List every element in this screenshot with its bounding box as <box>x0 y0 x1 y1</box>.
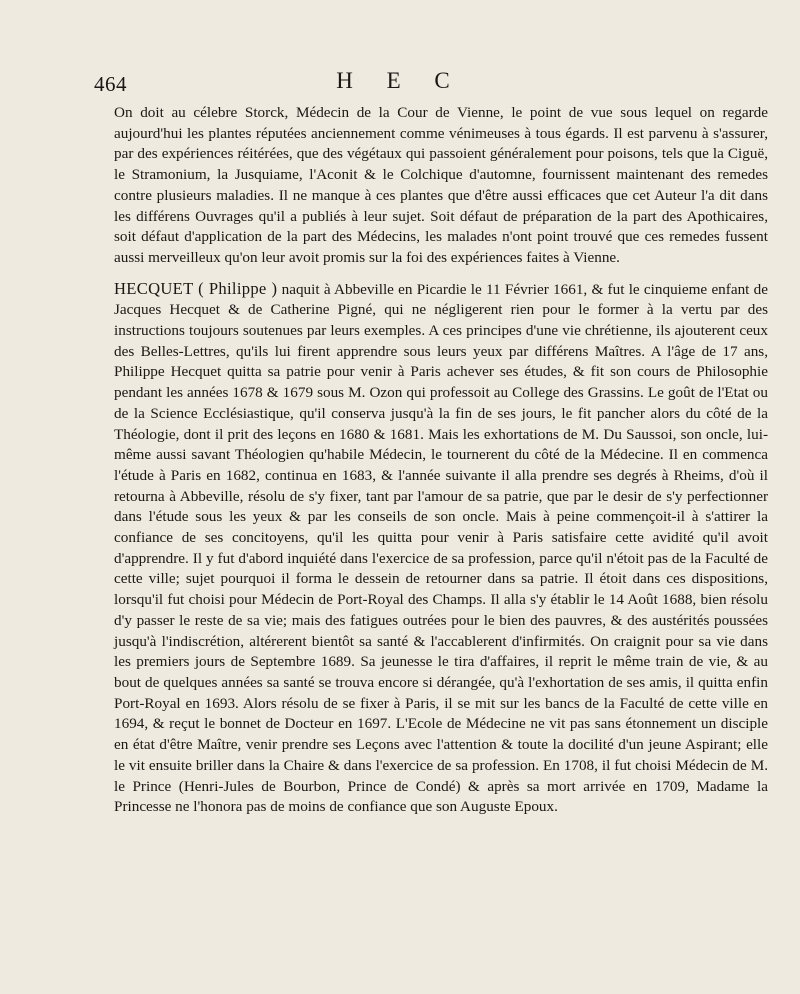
paragraph-storck: On doit au célebre Storck, Médecin de la Cour de Vienne, le point de vue sous lequel on regarde aujourd'hui les plantes réputées anciennement comme vénimeuses à tous égards. Il est parvenu à s'assurer, par des expériences réitérées, que des végétaux qui passoient généralement pour poisons, tels que la Ciguë, le Stramonium, la Jusquiame, l'Aconit & le Colchique d'automne, fournissent maintenant des remedes contre plusieurs maladies. Il ne manque à ces plantes que d'être aussi efficaces que cet Auteur l'a dit dans les différens Ouvrages qu'il a publiés à leur sujet. Soit défaut de préparation de la part des Apothicaires, soit défaut d'application de la part des Médecins, les malades n'ont point trouvé que ces remedes fussent aussi merveilleux qu'on leur avoit promis sur la foi des expériences faites à Vienne. <box>114 104 768 266</box>
body-text <box>114 103 768 818</box>
paragraph-hecquet <box>114 279 768 818</box>
running-head: H E C <box>336 68 464 93</box>
entry-heading: HECQUET ( Philippe ) <box>114 278 278 298</box>
page-header <box>0 60 800 100</box>
entry-body: naquit à Abbeville en Picardie le 11 Février 1661, & fut le cinquieme enfant de Jacques Hecquet & de Catherine Pigné, qui ne négligerent rien pour le former à la vertu par des instructions toujours soutenues par leurs exemples. A ces principes d'une vie chrétienne, ils ajouterent ceux des Belles-Lettres, qu'ils lui firent apprendre sous leurs yeux par différens Maîtres. A l'âge de 17 ans, Philippe Hecquet quitta sa patrie pour venir à Paris achever ses études, & fit son cours de Philosophie pendant les années 1678 & 1679 sous M. Ozon qui professoit au College des Grassins. Le goût de l'Etat ou de la Science Ecclésiastique, qu'il conserva jusqu'à la fin de ses jours, le fit pancher alors du côté de la Théologie, dont il prit des leçons en 1680 & 1681. Mais les exhortations de M. Du Saussoi, son oncle, lui-même aussi savant Théologien qu'habile Médecin, le tournerent du côté de la Médecine. Il en commenca l'étude à Paris en 1682, continua en 1683, & l'année suivante il alla prendre ses degrés à Rheims, d'où il retourna à Abbeville, résolu de s'y fixer, tant par l'amour de sa patrie, que par le desir de s'y perfectionner dans l'étude sous les yeux & par les conseils de son oncle. Mais à peine commençoit-il à s'attirer la confiance de ses concitoyens, qu'il les quitta pour venir à Paris satisfaire cette avidité qu'il avoit d'apprendre. Il y fut d'abord inquiété dans l'exercice de sa profession, parce qu'il n'étoit pas de la Faculté de cette ville; sujet pourquoi il forma le dessein de retourner dans sa patrie. Il étoit dans ces dispositions, lorsqu'il fut choisi pour Médecin de Port-Royal des Champs. Il alla s'y établir le 14 Août 1688, bien résolu d'y passer le reste de sa vie; mais des fatigues outrées pour le bien des pauvres, & des austérités poussées jusqu'à l'indiscrétion, altérerent bientôt sa santé & l'accablerent d'infirmités. On craignit pour sa vie dans les premiers jours de Septembre 1689. Sa jeunesse le tira d'affaires, il reprit le même train de vie, & au bout de quelques années sa santé se trouva encore si dérangée, qu'à l'exhortation de ses amis, il quitta enfin Port-Royal en 1693. Alors résolu de se fixer à Paris, il se mit sur les bancs de la Faculté de cette ville en 1694, & reçut le bonnet de Docteur en 1697. L'Ecole de Médecine ne vit pas sans étonnement un disciple en état d'être Maître, venir prendre ses Leçons avec l'attention & toute la docilité d'un jeune Aspirant; elle le vit ensuite briller dans la Chaire & dans l'exercice de sa profession. En 1708, il fut choisi Médecin de M. le Prince (Henri-Jules de Bourbon, Prince de Condé) & après sa mort arrivée en 1709, Madame la Princesse ne l'honora pas de moins de confiance que son Auguste Epoux. <box>114 280 768 816</box>
page-number: 464 <box>94 72 127 96</box>
